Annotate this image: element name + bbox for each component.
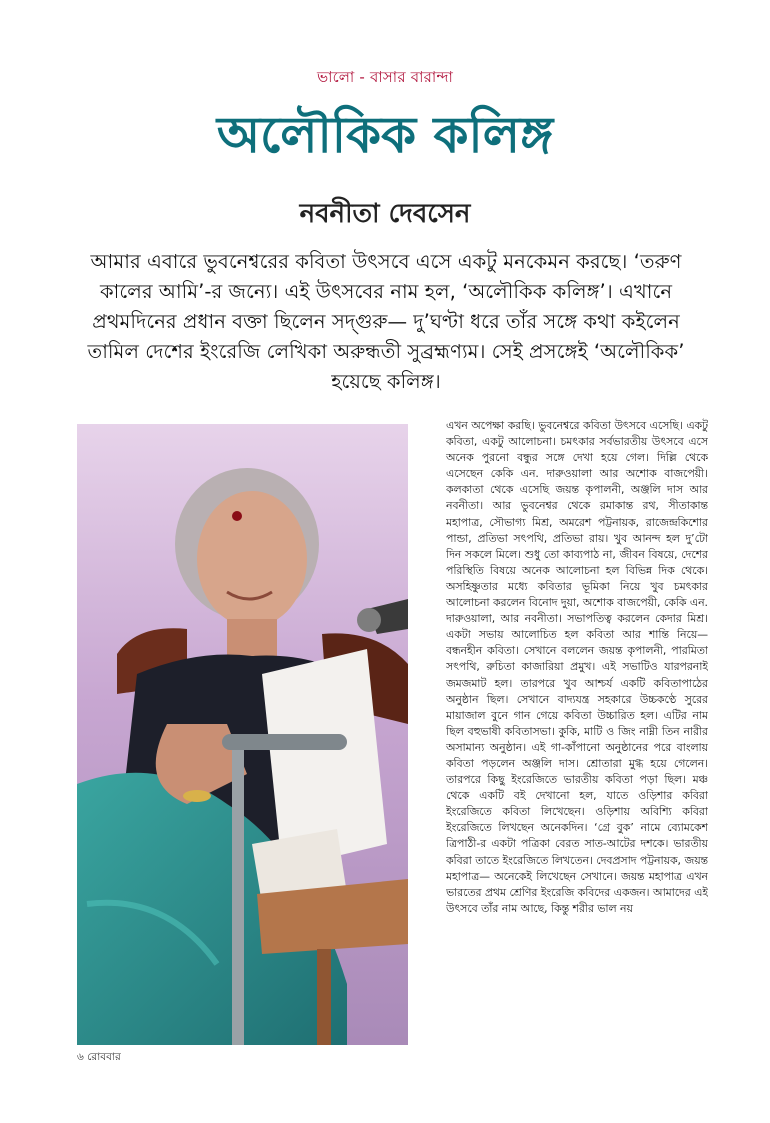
photo-illustration [77,424,408,1045]
standfirst: আমার এবারে ভুবনেশ্বরের কবিতা উৎসবে এসে একটু মনকেমন করছে। ‘তরুণ কালের আমি’-র জন্যে। এই উৎসবের নাম হল, ‘অলৌকিক কলিঙ্গ’। এখানে প্রথমদিনের প্রধান বক্তা ছিলেন সদ্গুরু— দু’ঘণ্টা ধরে তাঁর সঙ্গে কথা কইলেন তামিল দেশের ইংরেজি লেখিকা অরুন্ধতী সুব্রহ্মণ্যম। সেই প্রসঙ্গেই ‘অলৌকিক’ হয়েছে কলিঙ্গ। [87,250,685,393]
article-title: অলৌকিক কলিঙ্গ [216,105,554,164]
page-folio: ৬ রোববার [77,1051,121,1063]
article-photo [77,424,408,1045]
article-body [446,418,708,1046]
body-paragraph: এখন অপেক্ষা করছি। ভুবনেশ্বরে কবিতা উৎসবে এসেছি। একটু কবিতা, একটু আলোচনা। চমৎকার সর্বভারতীয় উৎসবে এসে অনেক পুরনো বন্ধুর সঙ্গে দেখা হয়ে গেল। দিল্লি থেকে এসেছেন কেকি এন. দারুওয়ালা আর অশোক বাজপেয়ী। কলকাতা থেকে এসেছি জয়ন্ত কৃপালনী, অঞ্জলি দাস আর নবনীতা। আর ভুবনেশ্বর থেকে রমাকান্ত রথ, সীতাকান্ত মহাপাত্র, সৌভাগ্য মিশ্র, অমরেশ পট্টনায়ক, রাজেন্দ্রকিশোর পান্ডা, প্রতিভা সৎপথি, প্রতিভা রায়। খুব আনন্দ হল দু’টো দিন সকলে মিলে। শুধু তো কাব্যপাঠ না, জীবন বিষয়ে, দেশের পরিস্থিতি বিষয়ে অনেক আলোচনা হল বিভিন্ন দিক থেকে। অসহিষ্ণুতার মধ্যে কবিতার ভূমিকা নিয়ে খুব চমৎকার আলোচনা করলেন বিনোদ দুয়া, অশোক বাজপেয়ী, কেকি এন. দারুওয়ালা, আর নবনীতা। সভাপতিত্ব করলেন কেদার মিশ্র। একটা সভায় আলোচিত হল কবিতা আর শান্তি নিয়ে— বন্ধনহীন কবিতা। সেখানে বললেন জয়ন্ত কৃপালনী, পারমিতা সৎপথি, রুচিতা কাজারিয়া প্রমুখ। এই সভাটিও যারপরনাই জমজমাট হল। তারপরে খুব আশ্চর্য একটি কবিতাপাঠের অনুষ্ঠান ছিল। সেখানে বাদ্যযন্ত্র সহকারে উচ্চকণ্ঠে সুরের মায়াজাল বুনে গান গেয়ে কবিতা উচ্চারিত হল। এটির নাম ছিল বহুভাষী কবিতাসভা। কুকি, মাটি ও জিং নাম্নী তিন নারীর অসামান্য অনুষ্ঠান। এই গা-কাঁপানো অনুষ্ঠানের পরে বাংলায় কবিতা পড়লেন অঞ্জলি দাস। শ্রোতারা মুগ্ধ হয়ে গেলেন। তারপরে কিছু ইংরেজিতে ভারতীয় কবিতা পড়া ছিল। মঞ্চ থেকে একটি বই দেখানো হল, যাতে ওড়িশার কবিরা ইংরেজিতে কবিতা লিখেছেন। ওড়িশায় অবিশ্যি কবিরা ইংরেজিতে লিখছেন অনেকদিন। ‘গ্রে বুক’ নামে ব্যোমকেশ ত্রিপাঠী-র একটা পত্রিকা বেরত সাত-আটের দশকে। ভারতীয় কবিরা তাতে ইংরেজিতে লিখতেন। দেবপ্রসাদ পট্টনায়ক, জয়ন্ত মহাপাত্র— অনেকেই লিখেছেন সেখানে। জয়ন্ত মহাপাত্র এখন ভারতের প্রথম শ্রেণির ইংরেজি কবিদের একজন। আমাদের এই উৎসবে তাঁর নাম আছে, কিন্তু শরীর ভাল নয় [446,419,708,915]
section-kicker: ভালো - বাসার বারান্দা [316,68,454,86]
author-byline: নবনীতা দেবসেন [299,199,471,229]
